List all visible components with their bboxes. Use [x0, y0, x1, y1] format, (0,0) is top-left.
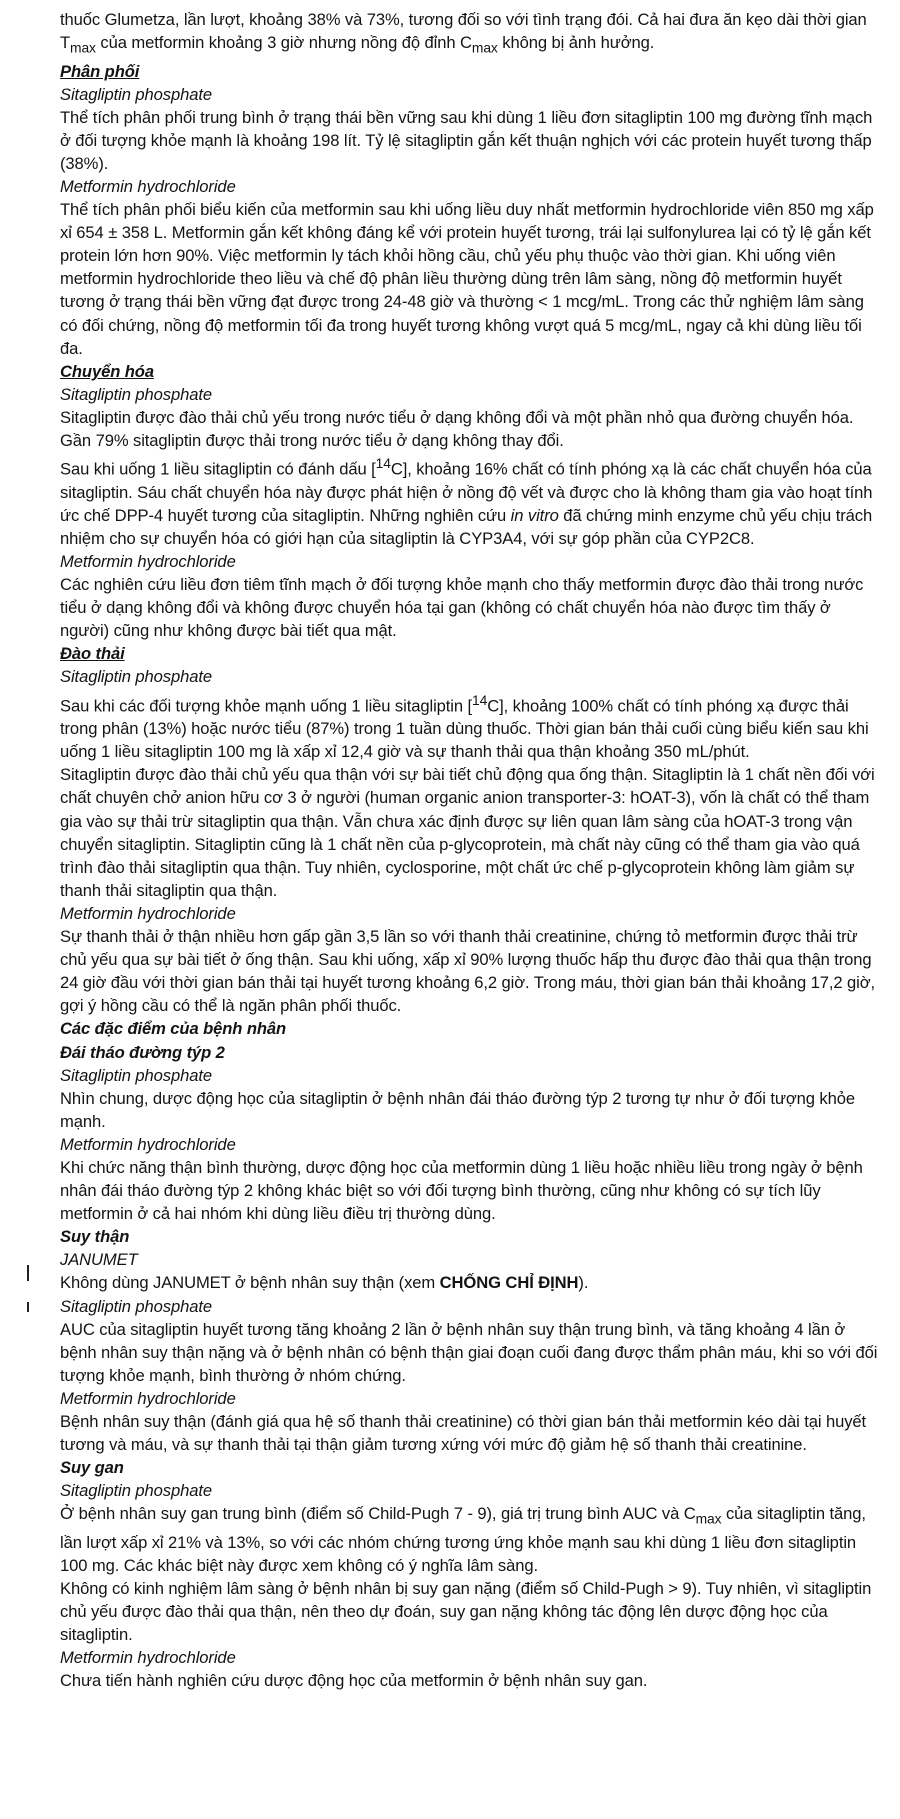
paragraph: Ở bệnh nhân suy gan trung bình (điểm số Child-Pugh 7 - 9), giá trị trung bình AUC và $C_{max}$ của sitagliptin tăng, lần lượt xấp xỉ 21% và 13%, so với các nhóm chứng tương ứng khỏe mạnh sau khi dùng 1 liều đơn sitagliptin 100 mg. Các khác biệt này được xem không có ý nghĩa lâm sàng.	[60, 1504, 866, 1575]
paragraph: Khi chức năng thận bình thường, dược động học của metformin dùng 1 liều hoặc nhiều liều trong ngày ở bệnh nhân đái tháo đường týp 2 không khác biệt so với đối tượng bình thường, cũng như không có sự tích lũy metformin ở cả hai nhóm khi dùng liều điều trị thường dùng.	[60, 1157, 863, 1224]
paragraph: AUC của sitagliptin huyết tương tăng khoảng 2 lần ở bệnh nhân suy thận trung bình, và tăng khoảng 4 lần ở bệnh nhân suy thận nặng và ở bệnh nhân có bệnh thận giai đoạn cuối đang được thẩm phân máu, khi so với đối tượng khỏe mạnh, bình thường ở nhóm chứng.	[60, 1319, 878, 1385]
drug-label: Metformin hydrochloride	[60, 1134, 236, 1154]
section-heading: Phân phối	[60, 61, 140, 81]
document-text	[60, 8, 880, 1692]
drug-label: Sitagliptin phosphate	[60, 1296, 212, 1316]
drug-label: Sitagliptin phosphate	[60, 84, 212, 104]
drug-label: Sitagliptin phosphate	[60, 384, 212, 404]
paragraph: Sitagliptin được đào thải chủ yếu trong nước tiểu ở dạng không đổi và một phần nhỏ qua đường chuyển hóa. Gần 79% sitagliptin được thải trong nước tiểu ở dạng không thay đổi.	[60, 407, 854, 450]
drug-label: Sitagliptin phosphate	[60, 1065, 212, 1085]
drug-label: Sitagliptin phosphate	[60, 1481, 212, 1501]
paragraph: Sitagliptin được đào thải chủ yếu qua thận với sự bài tiết chủ động qua ống thận. Sitagliptin là 1 chất nền đối với chất chuyên chở anion hữu cơ 3 ở người (human organic anion transporter-3: hOAT-3), vốn là chất có thể tham gia vào sự thải trừ sitagliptin qua thận. Vẫn chưa xác định được sự liên quan lâm sàng của hOAT-3 trong vận chuyển sitagliptin. Sitagliptin cũng là 1 chất nền của p-glycoprotein, mà chất này cũng có thể tham gia vào quá trình đào thải sitagliptin qua thận. Tuy nhiên, cyclosporine, một chất ức chế p-glycoprotein không làm giảm sự thanh thải sitagliptin qua thận.	[60, 765, 875, 900]
section-heading: Đào thải	[60, 644, 125, 664]
paragraph: Sự thanh thải ở thận nhiều hơn gấp gần 3,5 lần so với thanh thải creatinine, chứng tỏ metformin được thải trừ chủ yếu qua sự bài tiết ở ống thận. Sau khi uống, xấp xỉ 90% lượng thuốc hấp thu được đào thải qua thận trong 24 giờ đầu với thời gian bán thải tại huyết tương khoảng 6,2 giờ. Trong máu, thời gian bán thải khoảng 17,2 giờ, gợi ý hồng cầu có thể là ngăn phân phối thuốc.	[60, 927, 876, 1016]
margin-mark	[27, 1265, 29, 1281]
subsection-heading: Đái tháo đường týp 2	[60, 1042, 225, 1062]
subsection-heading: Suy thận	[60, 1227, 130, 1247]
paragraph: Chưa tiến hành nghiên cứu dược động học của metformin ở bệnh nhân suy gan.	[60, 1671, 648, 1691]
drug-label: Metformin hydrochloride	[60, 176, 236, 196]
paragraph: Không dùng JANUMET ở bệnh nhân suy thận (xem CHỐNG CHỈ ĐỊNH).	[60, 1273, 589, 1293]
paragraph: Sau khi uống 1 liều sitagliptin có đánh dấu [$^{14}$C], khoảng 16% chất có tính phóng xạ là các chất chuyển hóa của sitagliptin. Sáu chất chuyển hóa này được phát hiện ở nồng độ vết và được cho là không tham gia vào hoạt tính ức chế DPP-4 huyết tương của sitagliptin. Những nghiên cứu in vitro đã chứng minh enzyme chủ yếu chịu trách nhiệm cho sự chuyển hóa có giới hạn của sitagliptin là CYP3A4, với sự góp phần của CYP2C8.	[60, 455, 873, 548]
margin-mark	[27, 1302, 29, 1312]
drug-label: Metformin hydrochloride	[60, 1648, 236, 1668]
drug-label: JANUMET	[60, 1250, 138, 1270]
paragraph: Các nghiên cứu liều đơn tiêm tĩnh mạch ở đối tượng khỏe mạnh cho thấy metformin được đào thải trong nước tiểu ở dạng không đổi và không được chuyển hóa tại gan (không có chất chuyển hóa nào được tìm thấy ở người) cũng như không được bài tiết qua mật.	[60, 575, 864, 641]
paragraph: thuốc Glumetza, lần lượt, khoảng 38% và 73%, tương đối so với tình trạng đói. Cả hai đưa ăn kẹo dài thời gian $T_{max}$ của metformin khoảng 3 giờ nhưng nồng độ đỉnh $C_{max}$ không bị ảnh hưởng.	[60, 10, 867, 56]
paragraph: Thể tích phân phối biểu kiến của metformin sau khi uống liều duy nhất metformin hydrochloride viên 850 mg xấp xỉ 654 ± 358 L. Metformin gắn kết không đáng kể với protein huyết tương, trái lại sulfonylurea lại có tỷ lệ gắn kết protein lớn hơn 90%. Việc metformin ly tách khỏi hồng cầu, chủ yếu phụ thuộc vào thời gian. Khi uống viên metformin hydrochloride theo liều và chế độ phân liều thường dùng trên lâm sàng, nồng độ metformin huyết tương ở trạng thái bền vững đạt được trong 24-48 giờ và thường < 1 mcg/mL. Trong các thử nghiệm lâm sàng có đối chứng, nồng độ metformin tối đa trong huyết tương không vượt quá 5 mcg/mL, ngay cả khi dùng liều tối đa.	[60, 200, 874, 358]
subsection-heading: Các đặc điểm của bệnh nhân	[60, 1019, 287, 1039]
paragraph: Bệnh nhân suy thận (đánh giá qua hệ số thanh thải creatinine) có thời gian bán thải metformin kéo dài tại huyết tương và máu, và sự thanh thải tại thận giảm tương xứng với mức độ giảm hệ số thanh thải creatinine.	[60, 1412, 867, 1455]
drug-label: Sitagliptin phosphate	[60, 667, 212, 687]
paragraph: Không có kinh nghiệm lâm sàng ở bệnh nhân bị suy gan nặng (điểm số Child-Pugh > 9). Tuy nhiên, vì sitagliptin chủ yếu được đào thải qua thận, nên theo dự đoán, suy gan nặng không tác động lên dược động học của sitagliptin.	[60, 1578, 872, 1645]
drug-label: Metformin hydrochloride	[60, 552, 236, 571]
paragraph: Nhìn chung, dược động học của sitagliptin ở bệnh nhân đái tháo đường týp 2 tương tự như ở đối tượng khỏe mạnh.	[60, 1088, 856, 1131]
subsection-heading: Suy gan	[60, 1458, 124, 1478]
paragraph: Thể tích phân phối trung bình ở trạng thái bền vững sau khi dùng 1 liều đơn sitagliptin 100 mg đường tĩnh mạch ở đối tượng khỏe mạnh là khoảng 198 lít. Tỷ lệ sitagliptin gắn kết thuận nghịch với các protein huyết tương thấp (38%).	[60, 107, 873, 173]
drug-label: Metformin hydrochloride	[60, 903, 236, 923]
paragraph: Sau khi các đối tượng khỏe mạnh uống 1 liều sitagliptin [$^{14}$C], khoảng 100% chất có tính phóng xạ được thải trong phân (13%) hoặc nước tiểu (87%) trong 1 tuần dùng thuốc. Thời gian bán thải cuối cùng biểu kiến sau khi uống 1 liều sitagliptin 100 mg là xấp xỉ 12,4 giờ và sự thanh thải qua thận khoảng 350 mL/phút.	[60, 691, 869, 762]
drug-label: Metformin hydrochloride	[60, 1388, 236, 1408]
section-heading: Chuyển hóa	[60, 361, 154, 381]
